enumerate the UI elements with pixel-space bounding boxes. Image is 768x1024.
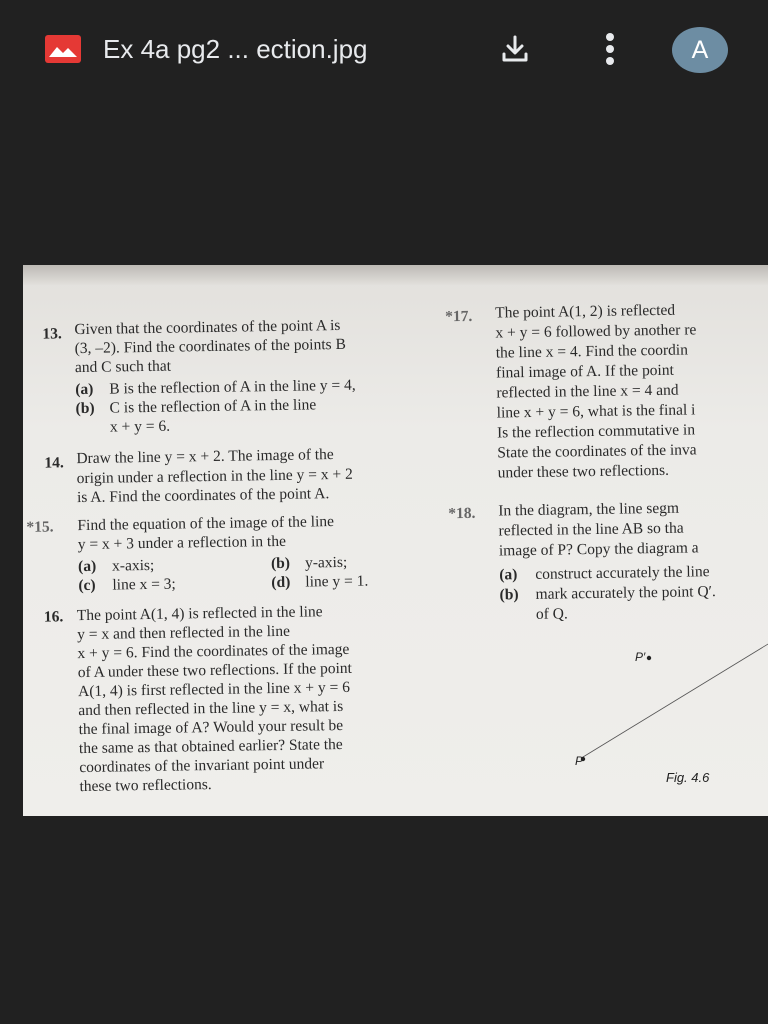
point-p-label: P [575, 754, 584, 768]
text-line: final image of A. If the point [495, 361, 674, 382]
part-label: (b) [75, 399, 95, 418]
figure-caption: Fig. 4.6 [666, 770, 710, 785]
text-line: x + y = 6 followed by another re [495, 321, 697, 342]
text-line: the final image of A? Would your result be [78, 716, 344, 739]
text-line: C is the reflection of A in the line [109, 396, 317, 417]
part-label: (a) [77, 557, 97, 576]
download-button[interactable] [494, 30, 536, 72]
line-segment [583, 641, 768, 757]
text-line: x + y = 6. Find the coordinates of the image [77, 640, 350, 663]
text-line: x + y = 6. [109, 417, 171, 436]
text-line: reflected in the line x = 4 and [496, 381, 679, 402]
text-line: Draw the line y = x + 2. The image of the [76, 446, 334, 468]
part-label: (b) [270, 554, 291, 573]
text-line: reflected in the line AB so tha [498, 519, 684, 540]
text-line: x-axis; [111, 556, 155, 575]
account-avatar[interactable]: A [672, 27, 728, 73]
text-line: Given that the coordinates of the point A is [74, 316, 341, 339]
text-line: the same as that obtained earlier? State the [78, 735, 343, 758]
question-number: *18. [448, 504, 476, 523]
text-line: y = x + 3 under a reflection in the [77, 532, 287, 554]
question-number: 14. [44, 454, 64, 472]
text-line: (3, –2). Find the coordinates of the points B [74, 335, 346, 358]
image-preview [23, 265, 768, 816]
text-line: line x = 3; [112, 575, 176, 594]
text-line: of A under these two reflections. If the point [77, 659, 353, 682]
text-line: Is the reflection commutative in [496, 421, 696, 442]
text-line: image of P? Copy the diagram a [498, 539, 699, 560]
text-line: is A. Find the coordinates of the point A. [76, 485, 330, 507]
download-icon [499, 33, 531, 70]
text-line: B is the reflection of A in the line y = 4, [109, 376, 356, 398]
question-number: 16. [43, 608, 64, 626]
text-line: mark accurately the point Q′. [535, 583, 716, 603]
text-line: the line x = 4. Find the coordin [495, 341, 689, 362]
text-line: State the coordinates of the inva [497, 441, 697, 462]
text-line: these two reflections. [79, 776, 212, 796]
text-line: In the diagram, the line segm [498, 499, 680, 520]
viewer-top-bar [0, 0, 768, 100]
more-options-button[interactable] [592, 30, 628, 72]
text-line: and then reflected in the line y = x, what is [78, 697, 344, 720]
text-line: y = x and then reflected in the line [77, 622, 291, 644]
question-number: *17. [445, 307, 473, 326]
part-label: (b) [499, 586, 519, 604]
text-line: The point A(1, 2) is reflected [495, 301, 676, 322]
file-title: Ex 4a pg2 ... ection.jpg [103, 34, 368, 64]
text-line: origin under a reflection in the line y = x + 2 [76, 465, 353, 488]
text-line: y-axis; [304, 553, 348, 572]
part-label: (a) [499, 566, 518, 584]
part-label: (a) [75, 380, 94, 399]
text-line: A(1, 4) is first reflected in the line x + y = 6 [77, 678, 351, 701]
text-line: under these two reflections. [497, 461, 670, 482]
text-line: coordinates of the invariant point under [79, 755, 325, 777]
text-line: Find the equation of the image of the line [77, 513, 335, 535]
text-line: construct accurately the line [535, 563, 710, 583]
question-number: *15. [26, 518, 54, 536]
text-line: The point A(1, 4) is reflected in the line [76, 603, 323, 625]
question-number: 13. [42, 325, 62, 343]
part-label: (d) [271, 573, 291, 592]
part-label: (c) [78, 576, 96, 595]
text-line: line x + y = 6, what is the final i [496, 401, 696, 422]
text-line: line y = 1. [305, 572, 369, 591]
more-vert-icon [604, 31, 616, 72]
point-p-prime-label: P′ [635, 650, 646, 664]
point-p-prime-dot [647, 656, 651, 660]
figure-diagram [563, 635, 768, 795]
text-line: and C such that [74, 357, 172, 377]
gallery-image-icon[interactable] [45, 35, 81, 63]
text-line: of Q. [535, 605, 568, 623]
